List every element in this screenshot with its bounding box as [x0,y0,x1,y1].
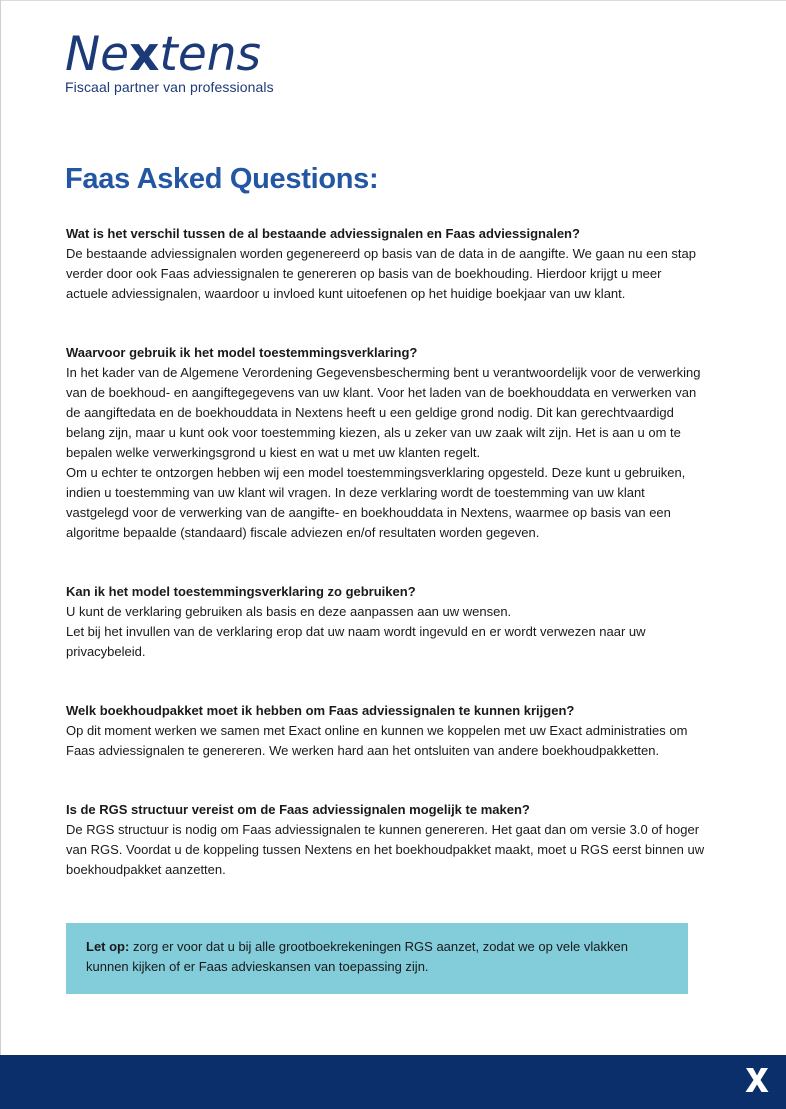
logo-tagline: Fiscaal partner van professionals [65,79,274,95]
faq-answer: Om u echter te ontzorgen hebben wij een model toestemmingsverklaring opgesteld. Deze kunt u gebruiken, indien u toestemming van uw klant wil vragen. In deze verklaring wordt de toestemming van uw klant vastgelegd voor de verwerking van de aangifte- en boekhouddata in Nextens, waarmee op basis van een algoritme bepaalde (standaard) fiscale adviezen en/of resultaten worden gegeven. [66,465,686,540]
faq-item [66,701,706,761]
faq-answer: U kunt de verklaring gebruiken als basis en deze aanpassen aan uw wensen. [66,604,512,619]
logo-text-part2: tens [159,27,262,82]
notice-label: Let op: [86,939,130,954]
notice-text: zorg er voor dat u bij alle grootboekrekeningen RGS aanzet, zodat we op vele vlakken kunnen kijken of er Faas advieskansen van toepassing zijn. [86,939,628,974]
page-title: Faas Asked Questions: [65,163,379,195]
faq-question: Waarvoor gebruik ik het model toestemmingsverklaring? [66,345,418,360]
logo-wordmark [65,28,274,82]
faq-answer: De RGS structuur is nodig om Faas adviessignalen te kunnen genereren. Het gaat dan om versie 3.0 of hoger van RGS. Voordat u de koppeling tussen Nextens en het boekhoudpakket maakt, moet u RGS eerst binnen uw boekhoudpakket aanzetten. [66,822,705,877]
faq-answer: Let bij het invullen van de verklaring erop dat uw naam wordt ingevuld en er wordt verwezen naar uw privacybeleid. [66,624,646,659]
faq-question: Welk boekhoudpakket moet ik hebben om Faas adviessignalen te kunnen krijgen? [66,703,575,718]
faq-item [66,343,706,543]
faq-item [66,800,706,880]
page-left-border [0,0,1,1109]
faq-question: Kan ik het model toestemmingsverklaring zo gebruiken? [66,584,416,599]
notice-box [66,923,688,994]
nextens-logo [65,28,274,95]
faq-content [66,224,706,880]
footer-bar [0,1055,786,1109]
faq-answer: In het kader van de Algemene Verordening Gegevensbescherming bent u verantwoordelijk voor de verwerking van de boekhoud- en aangiftegegevens van uw klant. Voor het laden van de boekhouddata en verwerken van de aangiftedata en de boekhouddata in Nextens heeft u een geldige grond nodig. Dit kan gerechtvaardigd belang zijn, maar u kunt ook voor toestemming kiezen, als u zeker van uw zaak wilt zijn. Het is aan u om te bepalen welke verwerkingsgrond u kiest en wat u met uw klanten regelt. [66,365,701,460]
faq-answer: Op dit moment werken we samen met Exact online en kunnen we koppelen met uw Exact administraties om Faas adviessignalen te genereren. We werken hard aan het ontsluiten van andere boekhoudpakketten. [66,723,688,758]
logo-text-part1: Ne [65,27,130,82]
faq-item [66,582,706,662]
faq-answer: De bestaande adviessignalen worden gegenereerd op basis van de data in de aangifte. We gaan nu een stap verder door ook Faas adviessignalen te genereren op basis van de boekhouding. Hierdoor krijgt u meer actuele adviessignalen, waardoor u invloed kunt uitoefenen op het huidige boekjaar van uw klant. [66,246,696,301]
faq-question: Wat is het verschil tussen de al bestaande adviessignalen en Faas adviessignalen? [66,226,580,241]
x-logo-icon [744,1066,770,1094]
faq-item [66,224,706,304]
page-top-border [0,0,786,1]
faq-question: Is de RGS structuur vereist om de Faas adviessignalen mogelijk te maken? [66,802,530,817]
logo-text-x: x [129,27,160,82]
